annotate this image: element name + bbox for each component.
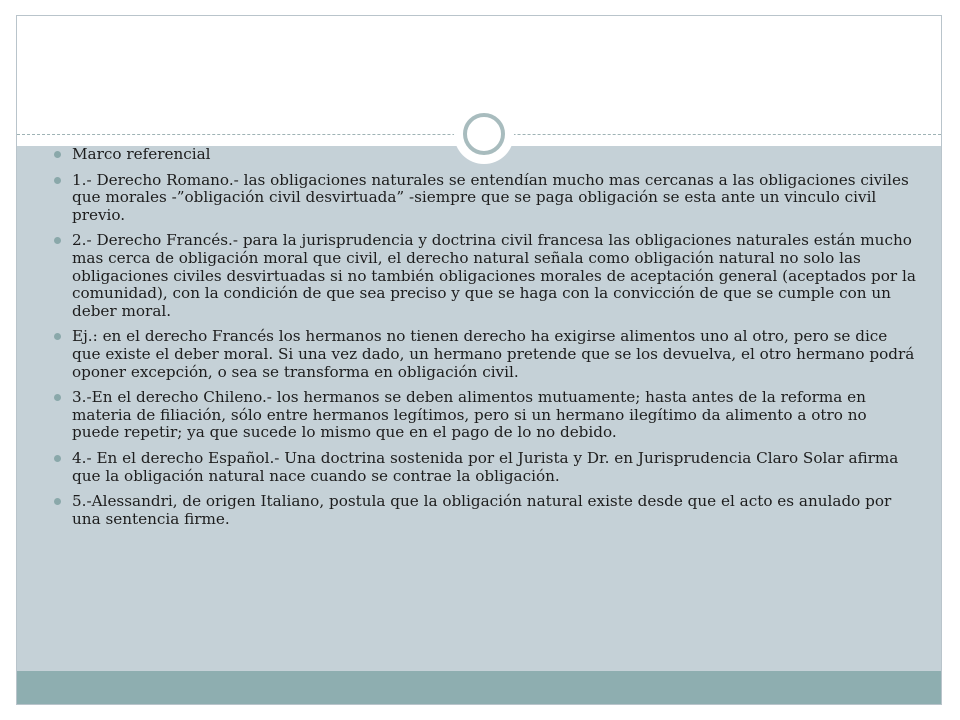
bullet-item-marco bbox=[52, 146, 918, 164]
bullet-dot-icon bbox=[54, 394, 61, 401]
bottom-band bbox=[17, 671, 941, 705]
bullet-item-chileno bbox=[52, 389, 918, 442]
bullet-dot-icon bbox=[54, 333, 61, 340]
bullet-dot-icon bbox=[54, 237, 61, 244]
bullet-list bbox=[52, 146, 918, 536]
bullet-item-ejemplo bbox=[52, 328, 918, 381]
bullet-text: Ej.: en el derecho Francés los hermanos no tienen derecho ha exigirse alimentos uno al otro, pero se dice que existe el deber moral. Si una vez dado, un hermano pretende que se los devuelva, el otro hermano podrá oponer excepción, o sea se transforma en obligación civil. bbox=[72, 327, 915, 381]
bullet-item-alessandri bbox=[52, 493, 918, 528]
bullet-text: 2.- Derecho Francés.- para la jurisprudencia y doctrina civil francesa las obligaciones naturales están mucho mas cerca de obligación moral que civil, el derecho natural señala como obligación natural no solo las obligaciones civiles desvirtuadas si no también obligaciones morales de aceptación general (aceptados por la comunidad), con la condición de que sea preciso y que se haga con la convicción de que se cumple con un deber moral. bbox=[72, 231, 916, 320]
bullet-item-romano bbox=[52, 172, 918, 225]
bullet-dot-icon bbox=[54, 498, 61, 505]
bullet-text: 5.-Alessandri, de origen Italiano, postula que la obligación natural existe desde que el acto es anulado por una sentencia firme. bbox=[72, 492, 892, 528]
bullet-text: 3.-En el derecho Chileno.- los hermanos se deben alimentos mutuamente; hasta antes de la reforma en materia de filiación, sólo entre hermanos legítimos, pero si un hermano ilegítimo da alimento a otro no puede repetir; ya que sucede lo mismo que en el pago de lo no debido. bbox=[72, 388, 867, 442]
bullet-text: Marco referencial bbox=[72, 145, 211, 163]
bullet-text: 1.- Derecho Romano.- las obligaciones naturales se entendían mucho mas cercanas a las obligaciones civiles que morales -”obligación civil desvirtuada” -siempre que se paga obligación se esta ante un vinculo civil previo. bbox=[72, 170, 909, 224]
bullet-dot-icon bbox=[54, 455, 61, 462]
bullet-text: 4.- En el derecho Español.- Una doctrina sostenida por el Jurista y Dr. en Jurisprudencia Claro Solar afirma que la obligación natural nace cuando se contrae la obligación. bbox=[72, 448, 899, 485]
bullet-item-espanol bbox=[52, 450, 918, 485]
bullet-dot-icon bbox=[54, 151, 61, 158]
bullet-dot-icon bbox=[54, 177, 61, 184]
bullet-item-frances bbox=[52, 232, 918, 320]
